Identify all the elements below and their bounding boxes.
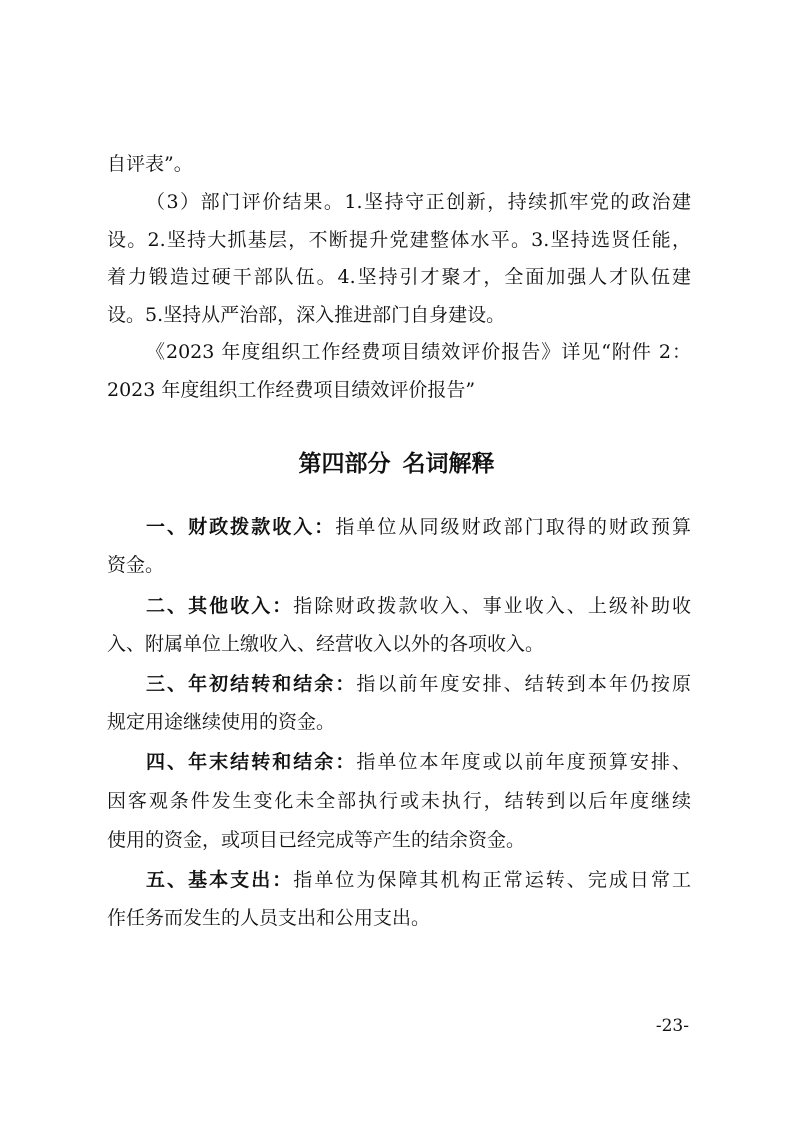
- term-definition-line: [146, 594, 691, 618]
- term-definition-line: [146, 868, 691, 892]
- term-definition-line: [146, 515, 691, 539]
- term-definition-line: 因客观条件发生变化未全部执行或未执行，结转到以后年度继续: [107, 790, 691, 812]
- paragraph-line: 着力锻造过硬干部队伍。4.坚持引才聚才，全面加强人才队伍建: [107, 266, 691, 288]
- term-text: 指单位本年度或以前年度预算安排、: [356, 751, 691, 773]
- section-heading-title: 名词解释: [402, 451, 495, 477]
- term-label: 二、其他收入：: [146, 595, 294, 617]
- paragraph-line: （3）部门评价结果。1.坚持守正创新，持续抓牢党的政治建: [146, 191, 691, 213]
- term-label: 四、年末结转和结余：: [146, 751, 357, 773]
- term-definition-line: 使用的资金，或项目已经完成等产生的结余资金。: [107, 829, 526, 851]
- term-label: 一、财政拨款收入：: [146, 516, 336, 538]
- page-number: -23-: [655, 1016, 689, 1036]
- term-definition-line: [146, 672, 691, 696]
- term-label: 三、年初结转和结余：: [146, 673, 357, 695]
- section-heading: [0, 449, 793, 479]
- section-heading-part: 第四部分: [298, 451, 391, 477]
- paragraph-line: 《2023 年度组织工作经费项目绩效评价报告》详见“附件 2：: [146, 341, 691, 363]
- term-text: 指除财政拨款收入、事业收入、上级补助收: [293, 595, 691, 617]
- term-label: 五、基本支出：: [146, 869, 294, 891]
- paragraph-line: 设。5.坚持从严治部，深入推进部门自身建设。: [107, 304, 506, 326]
- term-definition-line: 作任务而发生的人员支出和公用支出。: [107, 907, 431, 929]
- term-definition-line: [146, 750, 691, 774]
- term-text: 指单位为保障其机构正常运转、完成日常工: [293, 869, 691, 891]
- term-definition-line: 入、附属单位上缴收入、经营收入以外的各项收入。: [107, 633, 545, 655]
- term-definition-line: 规定用途继续使用的资金。: [107, 711, 336, 733]
- term-text: 指以前年度安排、结转到本年仍按原: [356, 673, 691, 695]
- term-definition-line: 资金。: [107, 554, 165, 576]
- paragraph-line: 自评表”。: [107, 153, 193, 175]
- paragraph-line: 设。2.坚持大抓基层，不断提升党建整体水平。3.坚持选贤任能，: [107, 229, 691, 251]
- paragraph-line: 2023 年度组织工作经费项目绩效评价报告”: [107, 379, 476, 401]
- term-text: 指单位从同级财政部门取得的财政预算: [335, 516, 691, 538]
